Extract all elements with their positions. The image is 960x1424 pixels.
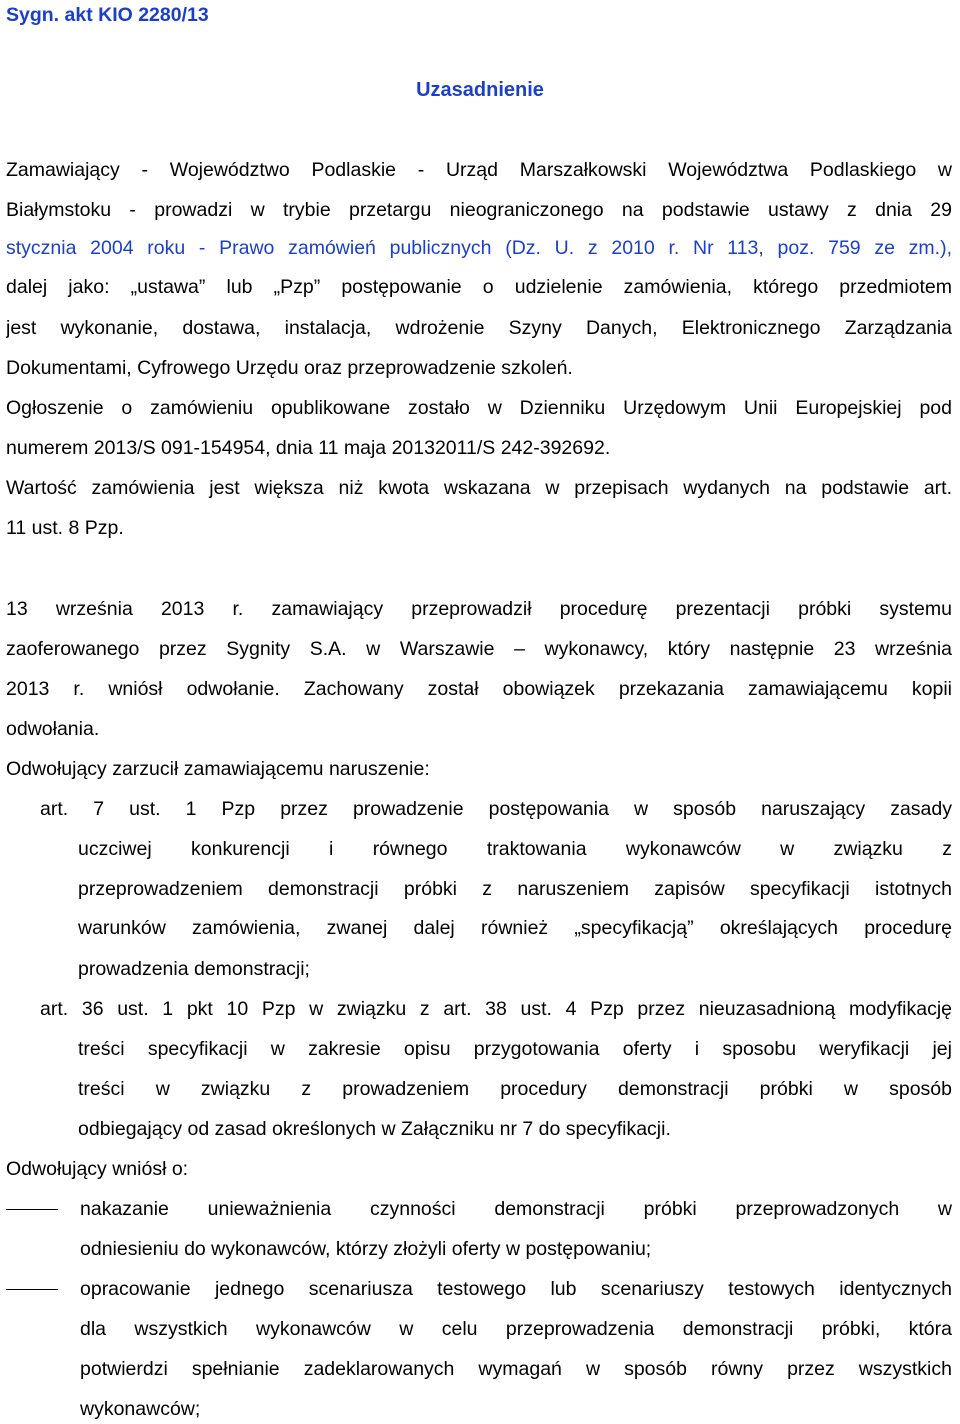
charge-item-line: treści specyfikacji w zakresie opisu przygotowania oferty i sposobu weryfikacji jej	[78, 1038, 952, 1060]
charge-item-line: art. 36 ust. 1 pkt 10 Pzp w związku z art. 38 ust. 4 Pzp przez nieuzasadnioną modyfikację	[40, 998, 952, 1020]
charge-item-line: treści w związku z prowadzeniem procedury demonstracji próbki w sposób	[78, 1078, 952, 1100]
case-signature: Sygn. akt KIO 2280/13	[6, 4, 209, 26]
intro-line: Dokumentami, Cyfrowego Urzędu oraz przeprowadzenie szkoleń.	[6, 357, 573, 379]
event-line: zaoferowanego przez Sygnity S.A. w Warszawie – wykonawcy, który następnie 23 września	[6, 638, 952, 660]
charge-item-line: przeprowadzeniem demonstracji próbki z naruszeniem zapisów specyfikacji istotnych	[78, 878, 952, 900]
charges-heading: Odwołujący zarzucił zamawiającemu naruszenie:	[6, 758, 430, 780]
event-line: 2013 r. wniósł odwołanie. Zachowany został obowiązek przekazania zamawiającemu kopii	[6, 678, 952, 700]
notice-line: numerem 2013/S 091-154954, dnia 11 maja 20132011/S 242-392692.	[6, 437, 611, 459]
intro-line: dalej jako: „ustawa” lub „Pzp” postępowanie o udzielenie zamówienia, którego przedmiotem	[6, 276, 952, 298]
value-line: 11 ust. 8 Pzp.	[6, 517, 124, 539]
charge-item-line: prowadzenia demonstracji;	[78, 958, 310, 980]
charge-item-line: art. 7 ust. 1 Pzp przez prowadzenie postępowania w sposób naruszający zasady	[40, 798, 952, 820]
intro-line: Białymstoku - prowadzi w trybie przetargu nieograniczonego na podstawie ustawy z dnia 29	[6, 199, 952, 221]
event-line: odwołania.	[6, 718, 100, 740]
event-line: 13 września 2013 r. zamawiający przeprowadził procedurę prezentacji próbki systemu	[6, 598, 952, 620]
dash-bullet	[6, 1194, 66, 1224]
charge-item-line: odbiegający od zasad określonych w Załączniku nr 7 do specyfikacji.	[78, 1118, 671, 1140]
request-item-line: nakazanie unieważnienia czynności demonstracji próbki przeprowadzonych w	[80, 1198, 952, 1220]
request-item-line: dla wszystkich wykonawców w celu przeprowadzenia demonstracji próbki, która	[80, 1318, 952, 1340]
intro-line: jest wykonanie, dostawa, instalacja, wdrożenie Szyny Danych, Elektronicznego Zarządzania	[6, 317, 952, 339]
notice-line: Ogłoszenie o zamówieniu opublikowane zostało w Dzienniku Urzędowym Unii Europejskiej pod	[6, 397, 952, 419]
document-title: Uzasadnienie	[416, 79, 544, 101]
intro-line: Zamawiający - Województwo Podlaskie - Urząd Marszałkowski Województwa Podlaskiego w	[6, 159, 952, 181]
value-line: Wartość zamówienia jest większa niż kwota wskazana w przepisach wydanych na podstawie art.	[6, 477, 952, 499]
request-item-line: wykonawców;	[80, 1398, 201, 1420]
requests-heading: Odwołujący wniósł o:	[6, 1158, 189, 1180]
request-item-line: odniesieniu do wykonawców, którzy złożyli oferty w postępowaniu;	[80, 1238, 652, 1260]
request-item-line: potwierdzi spełnianie zadeklarowanych wymagań w sposób równy przez wszystkich	[80, 1358, 952, 1380]
dash-bullet	[6, 1274, 66, 1304]
charge-item-line: uczciwej konkurencji i równego traktowania wykonawców w związku z	[78, 838, 952, 860]
request-item-line: opracowanie jednego scenariusza testowego lub scenariuszy testowych identycznych	[80, 1278, 952, 1300]
charge-item-line: warunków zamówienia, zwanej dalej również „specyfikacją” określających procedurę	[78, 917, 952, 939]
intro-line: stycznia 2004 roku - Prawo zamówień publicznych (Dz. U. z 2010 r. Nr 113, poz. 759 ze zm.),	[6, 237, 952, 259]
